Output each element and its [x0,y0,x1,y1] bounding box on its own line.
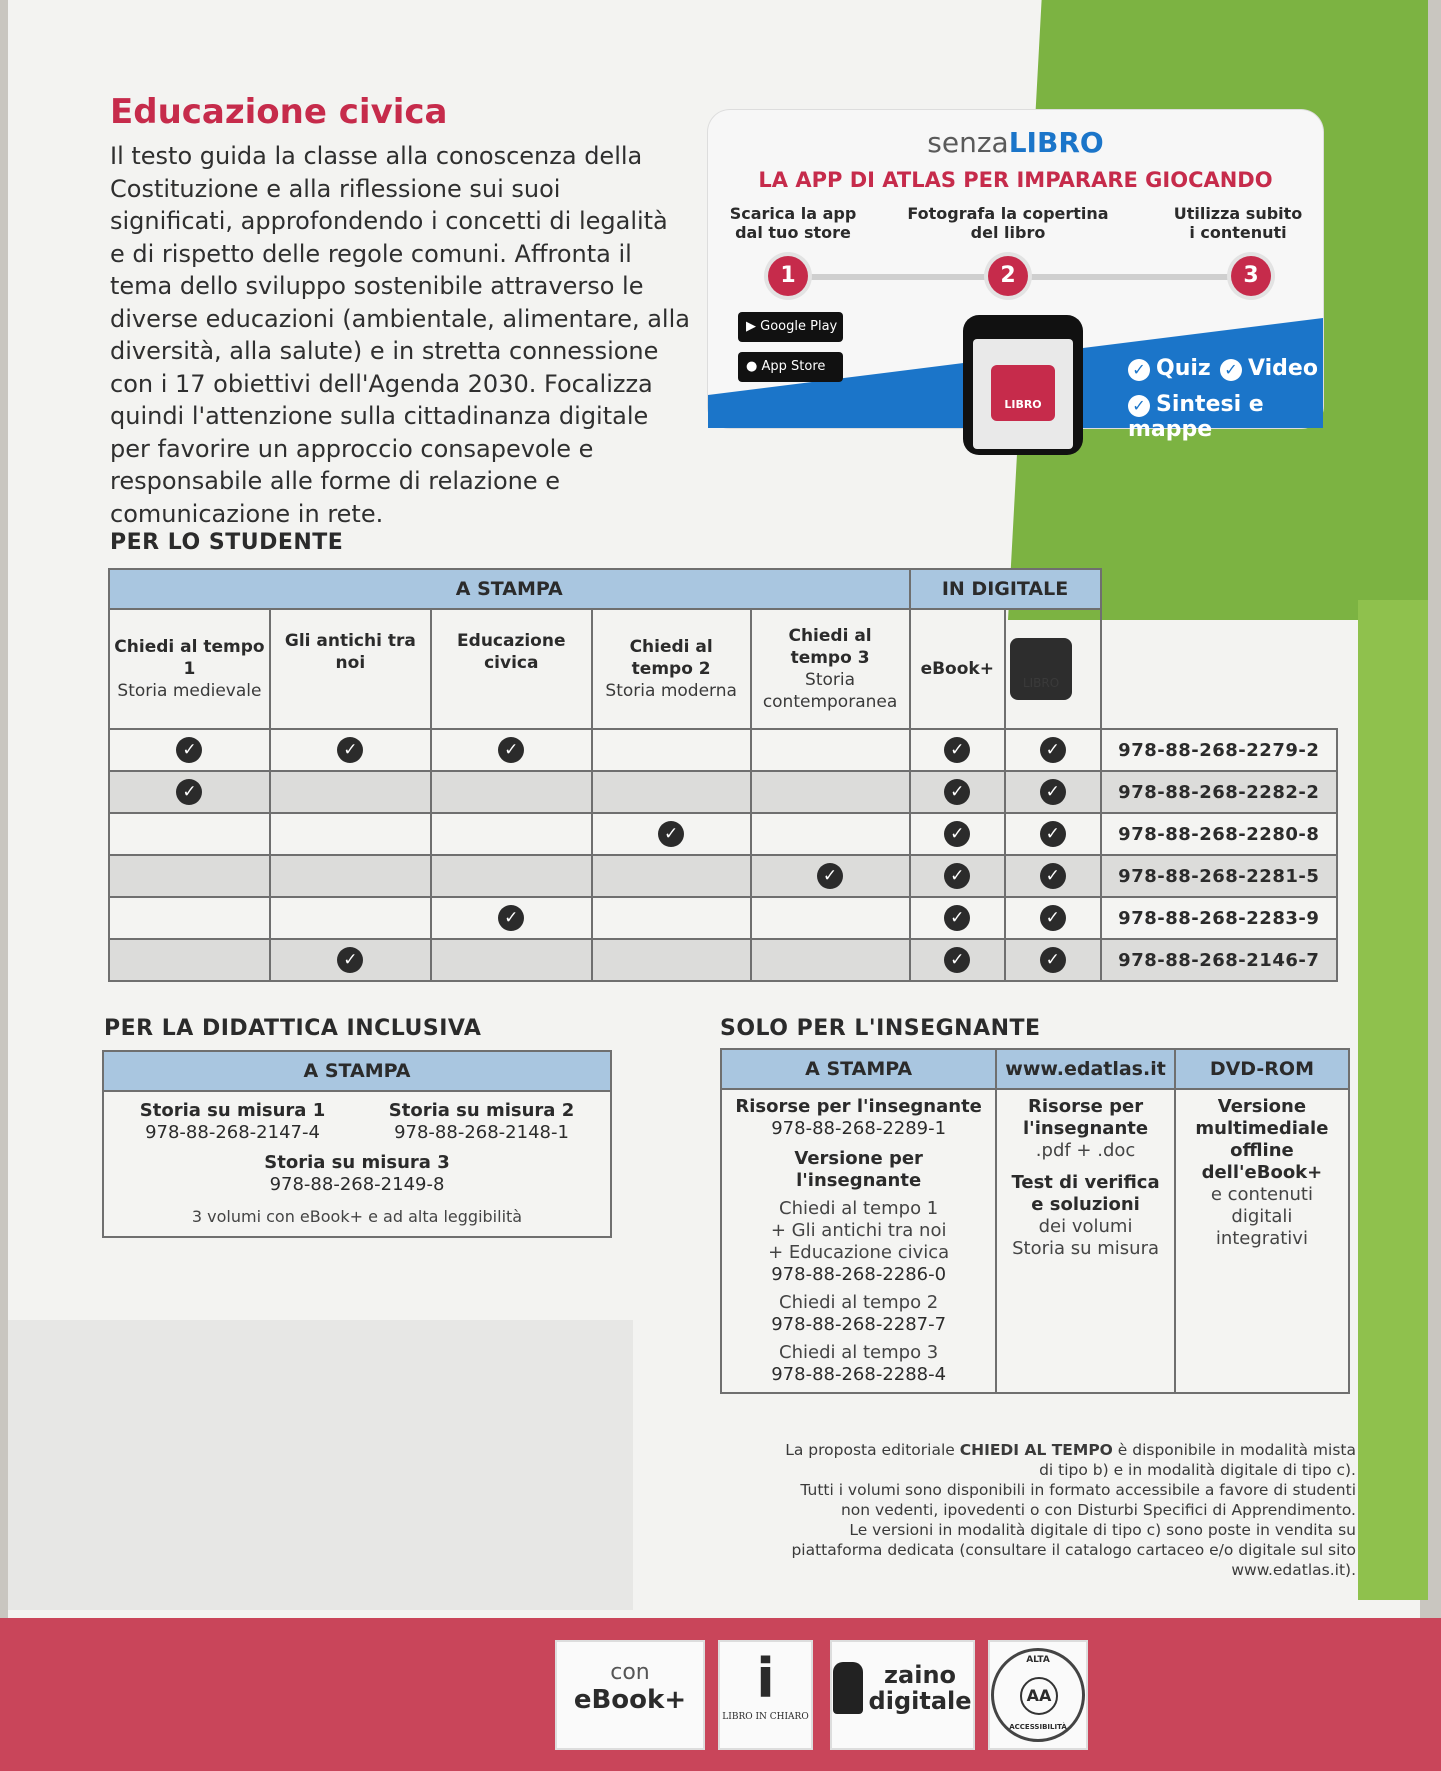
check-icon: ✓ [1040,947,1066,973]
inclusiva-content [103,1091,611,1237]
check-icon: ✓ [1128,359,1150,381]
col-ebook: eBook+ [910,609,1006,729]
insegnante-table [720,1048,1350,1394]
senzalibro-app-card [708,110,1323,442]
table-row [109,771,1337,813]
back-cover [8,0,1420,1771]
step-3-label: Utilizza subito i contenuti [1173,204,1303,242]
insegnante-dvd-cell: Versione multimediale offline dell'eBook+ e contenuti digitali integrativi [1175,1089,1349,1393]
check-icon: ✓ [1040,821,1066,847]
feature-video: ✓ Video [1220,356,1318,381]
volume-title: Storia su misura 3 [264,1152,450,1173]
torn-paper-area [8,1320,633,1610]
isbn: 978-88-268-2280-8 [1101,813,1337,855]
feature-sintesi: ✓ Sintesi e mappe [1128,392,1264,442]
table-row [109,939,1337,981]
volume-title: Storia su misura 1 [139,1100,326,1121]
section-heading: Educazione civica [110,92,448,132]
isbn: 978-88-268-2288-4 [771,1364,947,1385]
inclusiva-title: PER LA DIDATTICA INCLUSIVA [104,1016,482,1041]
check-icon: ✓ [658,821,684,847]
senzalibro-logo: senzaLIBRO [927,126,1104,159]
table-row [109,813,1337,855]
col-educazione-civica: Educazione civica [431,609,592,729]
check-icon: ✓ [944,821,970,847]
isbn: 978-88-268-2287-7 [771,1314,947,1335]
inclusiva-table [102,1050,612,1238]
insegnante-web-cell: Risorse per l'insegnante .pdf + .doc Test di verifica e soluzioni dei volumi Storia su misura [996,1089,1175,1393]
check-icon: ✓ [337,737,363,763]
isbn: 978-88-268-2279-2 [1101,729,1337,771]
col-chiedi-1: Chiedi al tempo 1 Storia medievale [109,609,270,729]
check-icon: ✓ [498,905,524,931]
check-icon: ✓ [1220,359,1242,381]
check-icon: ✓ [1040,905,1066,931]
table-row [109,729,1337,771]
app-tagline: LA APP DI ATLAS PER IMPARARE GIOCANDO [758,168,1273,192]
col-chiedi-3: Chiedi al tempo 3 Storia contemporanea [751,609,910,729]
isbn: 978-88-268-2282-2 [1101,771,1337,813]
check-icon: ✓ [944,947,970,973]
check-icon: ✓ [337,947,363,973]
in-digitale-header: IN DIGITALE [910,569,1101,609]
step-2-label: Fotografa la copertina del libro [907,204,1109,242]
ebook-badge: con eBook+ [555,1640,705,1750]
check-icon: ✓ [944,737,970,763]
insegnante-header-dvd: DVD-ROM [1175,1049,1349,1089]
google-play-button[interactable]: ▶ Google Play [738,312,843,342]
check-icon: ✓ [1040,779,1066,805]
isbn: 978-88-268-2286-0 [771,1264,947,1285]
backpack-icon [833,1662,863,1714]
availability-note: La proposta editoriale CHIEDI AL TEMPO è disponibile in modalità mista di tipo b) e in modalità digitale di tipo c). Tutti i volumi sono disponibili in formato accessibile a favore di studenti non vedenti, ipovedenti o con Disturbi Specifici di Apprendimento. Le versioni in modalità digitale di tipo c) sono poste in vendita su piattaforma dedicata (consultare il catalogo cartaceo e/o digitale sul sito www.edatlas.it). [785,1441,1356,1579]
isbn: 978-88-268-2149-8 [269,1174,445,1195]
check-icon: ✓ [498,737,524,763]
step-2-badge: 2 [988,256,1028,296]
col-chiedi-2: Chiedi al tempo 2 Storia moderna [592,609,751,729]
check-icon: ✓ [944,779,970,805]
zaino-digitale-badge: zaino digitale [830,1640,975,1750]
senzalibro-icon: LIBRO [1010,638,1072,700]
insegnante-header-stampa: A STAMPA [721,1049,996,1089]
feature-quiz: ✓ Quiz [1128,356,1211,381]
isbn: 978-88-268-2289-1 [771,1118,947,1139]
check-icon: ✓ [944,905,970,931]
insegnante-header-web: www.edatlas.it [996,1049,1175,1089]
isbn: 978-88-268-2147-4 [145,1122,320,1143]
phone-illustration [963,315,1083,455]
inclusiva-header: A STAMPA [103,1051,611,1091]
studente-title: PER LO STUDENTE [110,530,344,555]
senzalibro-app-icon: LIBRO [991,365,1055,421]
isbn: 978-88-268-2283-9 [1101,897,1337,939]
intro-paragraph: Il testo guida la classe alla conoscenza della Costituzione e alla riflessione sui suoi significati, approfondendo i concetti di legalità e di rispetto delle regole comuni. Affronta il tema dello sviluppo sostenibile attraverso le diverse educazioni (ambientale, alimentare, alla diversità, alla salute) e in stretta connessione con i 17 obiettivi dell'Agenda 2030. Focalizza quindi l'attenzione sulla cittadinanza digitale per favorire un approccio consapevole e responsabile alle forme di relazione e comunicazione in rete. [110,142,690,528]
table-row [109,897,1337,939]
alta-accessibilita-badge: ALTA AA ACCESSIBILITÀ [988,1640,1088,1750]
check-icon: ✓ [1040,737,1066,763]
green-decoration-lower [1358,600,1428,1600]
volume-title: Storia su misura 2 [388,1100,575,1121]
app-store-button[interactable]: ● App Store [738,352,843,382]
check-icon: ✓ [1040,863,1066,889]
check-icon: ✓ [176,779,202,805]
step-3-badge: 3 [1231,256,1271,296]
insegnante-title: SOLO PER L'INSEGNANTE [720,1016,1041,1041]
info-icon: i [756,1647,775,1710]
step-1-label: Scarica la app dal tuo store [729,204,857,242]
check-icon: ✓ [1128,395,1150,417]
apple-icon: ● [746,359,758,374]
isbn: 978-88-268-2148-1 [394,1122,569,1143]
play-icon: ▶ [746,319,756,334]
studente-table [108,568,1338,982]
table-row [109,855,1337,897]
libro-in-chiaro-badge: i LIBRO IN CHIARO [718,1640,813,1750]
col-antichi: Gli antichi tra noi [270,609,431,729]
isbn: 978-88-268-2146-7 [1101,939,1337,981]
check-icon: ✓ [944,863,970,889]
isbn: 978-88-268-2281-5 [1101,855,1337,897]
a-stampa-header: A STAMPA [109,569,910,609]
insegnante-stampa-cell: Risorse per l'insegnante 978-88-268-2289-1 Versione per l'insegnante Chiedi al tempo 1 + Gli antichi tra noi + Educazione civica 978-88-268-2286-0 Chiedi al tempo 2 978-88-268-2287-7 Chiedi al tempo 3 978-88-268-2288-4 [721,1089,996,1393]
check-icon: ✓ [817,863,843,889]
inclusiva-note: 3 volumi con eBook+ e ad alta leggibilità [191,1207,523,1226]
step-1-badge: 1 [768,256,808,296]
check-icon: ✓ [176,737,202,763]
col-senzalibro [1005,609,1101,729]
